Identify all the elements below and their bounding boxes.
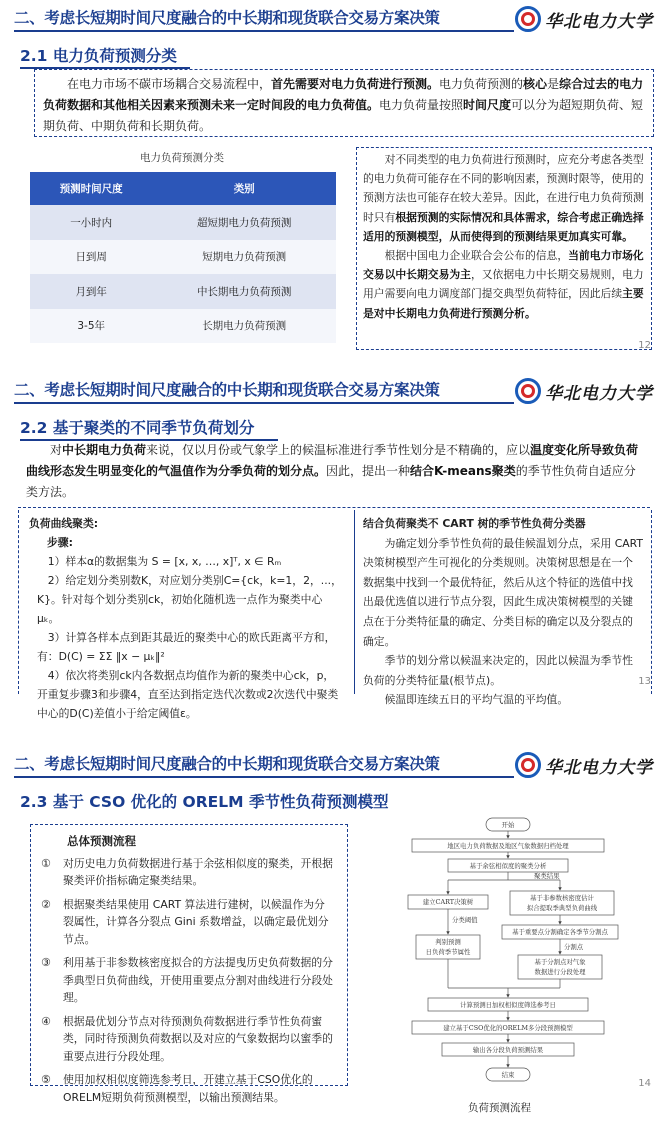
body-text: 可以分为超短期负荷、短期负荷、中期负荷和长期负荷。: [43, 98, 644, 133]
emphasis-text: 结合K-means聚类: [410, 464, 516, 478]
body-text: 在电力市场不碳市场耦合交易流程中，: [67, 77, 272, 91]
fc-label: 基于非参数核密度估计: [530, 894, 594, 902]
item-number: ⑤: [41, 1073, 51, 1086]
table-row: [30, 205, 336, 240]
process-item: [41, 855, 335, 890]
step-item: 1）样本α的数据集为 S = [x, x, …, x]ᵀ, x ∈ Rₘ: [47, 555, 282, 568]
logo-text: 华北电力大学: [545, 757, 653, 778]
table-header-cell: 预测时间尺度: [30, 172, 152, 205]
kmeans-steps-pane: [18, 510, 353, 720]
university-logo: [515, 378, 653, 404]
section-title-underline: [14, 30, 514, 32]
pane-paragraph: 候温即连续五日的平均气温的平均值。: [384, 693, 569, 707]
section-title: 二、考虑长短期时间尺度融合的中长期和现货联合交易方案决策: [14, 381, 440, 399]
university-logo: [515, 6, 653, 32]
body-text: 是: [547, 77, 560, 91]
fc-label: 基于余弦相似度的聚类分析: [469, 862, 547, 870]
notes-paragraph: [363, 150, 645, 246]
item-text: 对历史电力负荷数据进行基于余弦相似度的聚类，开根据聚类评价指标确定聚类结果。: [63, 856, 333, 887]
table-header-cell: 类别: [152, 172, 336, 205]
process-item: [41, 1071, 335, 1106]
item-text: 根据最优划分节点对待预测负荷数据进行季节性负荷蜜类，同时待预测负荷数据以及对应的气象数据均以蜜季的重要点进行分段处理。: [63, 1014, 333, 1063]
fc-label: 地区电力负荷数据及地区气象数据归档处理: [447, 842, 569, 850]
slide-load-forecast-classification: [0, 0, 669, 360]
forecast-flowchart: [398, 816, 624, 1096]
table-row: [30, 240, 336, 275]
intro-box: [34, 69, 654, 137]
section-title-underline: [14, 776, 514, 778]
body-text: 来说，仅以月份或气象学上的候温标准进行季节性划分是不精确的，应以: [146, 443, 531, 457]
emphasis-text: 综合过去的电力负荷数据和其他相关因素来预测未来一定时间段的电力负荷值。: [43, 77, 644, 112]
body-text: 的季节性负荷自适应分类方法。: [26, 464, 636, 499]
item-text: 根据聚类结果使用 CART 算法进行建树，以候温作为分裂属性，计算各分裂点 Gini 系数增益，以确定最优划分节点。: [63, 897, 329, 946]
ncepu-emblem-icon: [515, 752, 541, 778]
item-text: 使用加权相似度筛选参考日，开建立基于CSO优化的ORELM短期负荷预测模型，以输出预测结果。: [63, 1073, 313, 1104]
process-item: [41, 896, 335, 949]
body-text: 对不同类型的电力负荷进行预测时，应充分考虑各类型的电力负荷可能存在不同的影响因素，预测时限等，使用的预测方法也可能存在较大差异。因此，在进行电力负荷预测时只有: [363, 153, 644, 224]
body-text: 电力负荷预测的: [439, 77, 524, 91]
table-cell: 一小时内: [30, 205, 152, 240]
section-title-underline: [14, 402, 514, 404]
flowchart-caption: 负荷预测流程: [468, 1102, 531, 1114]
page-number: 13: [638, 676, 651, 687]
emphasis-text: 中长期电力负荷: [62, 443, 147, 457]
body-text: 电力负荷量按照: [379, 98, 464, 112]
table-row: [30, 309, 336, 344]
table-cell: 长期电力负荷预测: [152, 309, 336, 344]
logo-text: 华北电力大学: [545, 383, 653, 404]
intro-box: [18, 436, 650, 508]
table-row: [30, 274, 336, 309]
load-forecast-table: [30, 172, 336, 343]
steps-heading: 步骤:: [47, 536, 73, 549]
fc-start-label: 开始: [501, 821, 515, 829]
box-heading: 总体预测流程: [67, 834, 136, 848]
subtitle: 2.2 基于聚类的不同季节负荷划分: [20, 419, 255, 437]
fc-label: 建立基于CSO优化的ORELM多分段预测模型: [443, 1024, 573, 1032]
section-title: 二、考虑长短期时间尺度融合的中长期和现货联合交易方案决策: [14, 755, 440, 773]
university-logo: [515, 752, 653, 778]
fc-edge-label: 聚类结果: [534, 872, 560, 880]
flowchart-svg: [398, 816, 624, 1096]
emphasis-text: 当前电力市场化交易以中长期交易为主: [363, 249, 644, 282]
section-title: 二、考虑长短期时间尺度融合的中长期和现货联合交易方案决策: [14, 9, 440, 27]
fc-label: 基于重要点分割确定各季节分割点: [512, 928, 608, 936]
slide-seasonal-clustering: [0, 372, 669, 720]
table-cell: 月到年: [30, 274, 152, 309]
item-number: ①: [41, 856, 51, 870]
pane-paragraph: 为确定划分季节性负荷的最佳候温划分点，采用 CART 决策树模型产生可视化的分类规则。决策树思想是在一个数据集中找到一个最优特征，然后从这个特征的选值中找出最优选值以进行节点分裂，因此生成决策树模型的关键点在于分类特征量的确定、分类目标的确定以及分裂点的确定。: [363, 536, 643, 648]
intro-text: [43, 74, 645, 137]
emphasis-text: 核心: [523, 77, 548, 91]
logo-text: 华北电力大学: [545, 11, 653, 32]
fc-label: 计算预测日加权相似度筛选参考日: [460, 1001, 556, 1009]
cart-classifier-pane: [354, 510, 652, 707]
overall-process-box: [30, 824, 348, 1104]
emphasis-text: 根据预测的实际情况和具体需求，综合考虑正确选择适用的预测模型，从而使得到的预测结果更加真实可靠。: [363, 210, 644, 243]
step-item: 2）给定划分类别数K，对应划分类别C={ck，k=1，2，...，K}。针对每个划分类别ck，初始化随机选一点作为聚类中心 μₖ。: [37, 574, 342, 625]
item-number: ③: [41, 956, 51, 969]
item-text: 利用基于非参数核密度拟合的方法提曳历史负荷数据的分季典型日负荷曲线，开使用重要点分割对曲线进行分段处理。: [63, 956, 333, 1004]
notes-paragraph: [363, 246, 645, 323]
fc-label: 判别预测: [435, 938, 461, 946]
fc-edge-label: 分割点: [564, 943, 584, 951]
pane-paragraph: 季节的划分常以候温来决定的，因此以候温为季节性负荷的分类特征量(根节点)。: [363, 654, 633, 687]
ncepu-emblem-icon: [515, 6, 541, 32]
body-text: 对: [50, 443, 63, 457]
pane-heading: 结合负荷聚类不 CART 树的季节性负荷分类器: [363, 517, 586, 530]
process-item: [41, 1013, 335, 1066]
table-cell: 中长期电力负荷预测: [152, 274, 336, 309]
process-item: [41, 954, 335, 1007]
emphasis-text: 温度变化所导致负荷曲线形态发生明显变化的气温值作为分季负荷的划分点。: [26, 443, 639, 478]
page-number: 14: [638, 1078, 651, 1089]
body-text: ，又依据电力中长期交易规则，电力用户需要向电力调度部门提交典型负荷特征，因此后续: [363, 268, 644, 301]
pane-heading: 负荷曲线聚类:: [29, 517, 99, 530]
item-number: ④: [41, 1014, 51, 1028]
body-text: 因此，提出一种: [326, 464, 411, 478]
table-cell: 短期电力负荷预测: [152, 240, 336, 275]
table-cell: 日到周: [30, 240, 152, 275]
step-item: 4）依次将类别ck内各数据点均值作为新的聚类中心ck，p，开重复步骤3和步骤4，直至达到指定迭代次数或2次迭代中聚类中心的D(C)差值小于给定阈值ε。: [37, 669, 339, 720]
ncepu-emblem-icon: [515, 378, 541, 404]
fc-label: 输出各分段负荷预测结果: [472, 1046, 544, 1054]
fc-label: 数据进行分段处理: [534, 968, 586, 976]
fc-label: 建立CART决策树: [422, 898, 474, 906]
table-cell: 超短期电力负荷预测: [152, 205, 336, 240]
fc-label: 拟合提取季典型负荷曲线: [526, 904, 598, 912]
subtitle: 2.1 电力负荷预测分类: [20, 47, 177, 65]
step-item: 3）计算各样本点到距其最近的聚类中心的欧氏距离平方和，有：D(C) = ΣΣ ‖x − μₖ‖²: [37, 631, 336, 663]
item-number: ②: [41, 897, 51, 911]
table-caption: 电力负荷预测分类: [140, 152, 224, 164]
body-text: 根据中国电力企业联合会公布的信息，: [384, 249, 569, 263]
table-cell: 3-5年: [30, 309, 152, 344]
intro-text: [26, 440, 642, 503]
subtitle: 2.3 基于 CSO 优化的 ORELM 季节性负荷预测模型: [20, 793, 389, 811]
fc-label: 基于分割点对气象: [534, 958, 586, 966]
emphasis-text: 首先需要对电力负荷进行预测。: [271, 77, 440, 91]
fc-label: 日负荷季节属性: [425, 948, 471, 956]
emphasis-text: 时间尺度: [463, 98, 512, 112]
fc-end-label: 结束: [501, 1071, 515, 1079]
fc-edge-label: 分类阈值: [452, 916, 478, 924]
page-number: 12: [638, 340, 651, 351]
slide-cso-orelm-model: [0, 746, 669, 1122]
emphasis-text: 主要是对中长期电力负荷进行预测分析。: [363, 287, 644, 320]
forecast-notes-box: [356, 147, 652, 350]
